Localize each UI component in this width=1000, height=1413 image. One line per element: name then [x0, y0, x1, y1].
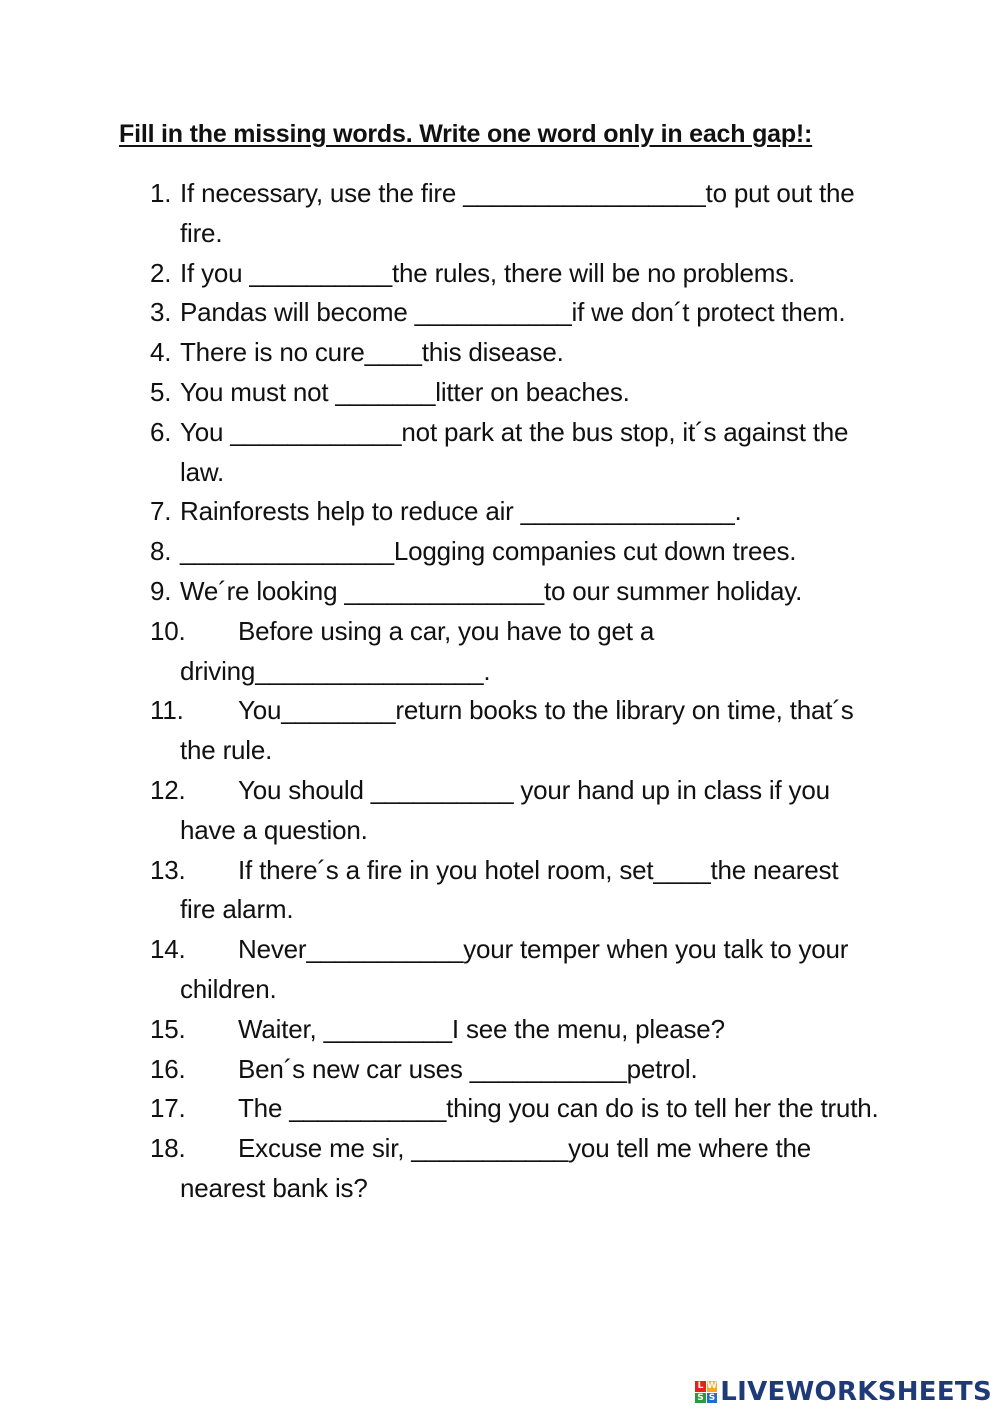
exercise-item	[0, 293, 1000, 333]
item-text: Before using a car, you have to get a driving________________.	[180, 615, 655, 686]
exercise-list	[0, 174, 1000, 1209]
exercise-item	[0, 333, 1000, 373]
item-number: 10.	[150, 615, 186, 646]
logo-tile: S	[707, 1393, 718, 1404]
item-text: You ____________not park at the bus stop, it´s against the law.	[180, 416, 849, 487]
exercise-item	[0, 1129, 1000, 1209]
item-number: 14.	[150, 934, 186, 965]
item-text: Pandas will become ___________if we don´t protect them.	[180, 297, 846, 328]
item-text: You must not _______litter on beaches.	[180, 376, 630, 407]
item-text: If necessary, use the fire _________________to put out the fire.	[180, 178, 855, 248]
item-number: 16.	[150, 1053, 186, 1084]
item-number: 11.	[150, 695, 184, 726]
exercise-item	[0, 174, 1000, 254]
item-text: Never___________your temper when you talk to your children.	[180, 934, 849, 1004]
exercise-item	[0, 771, 1000, 851]
logo-tile: S	[695, 1393, 706, 1404]
item-text: Waiter, _________I see the menu, please?	[238, 1013, 725, 1044]
item-number: 1.	[150, 178, 172, 208]
exercise-item	[0, 492, 1000, 532]
item-number: 15.	[150, 1013, 186, 1044]
brand-name: LIVEWORKSHEETS	[720, 1377, 992, 1407]
exercise-item	[0, 413, 1000, 493]
logo-tile: W	[707, 1381, 717, 1392]
item-text: There is no cure____this disease.	[180, 337, 564, 368]
item-number: 17.	[150, 1093, 186, 1124]
item-text: We´re looking ______________to our summer holiday.	[180, 575, 803, 606]
item-number: 4.	[150, 337, 172, 368]
item-number: 6.	[150, 416, 172, 447]
item-text: _______________Logging companies cut down trees.	[180, 536, 797, 567]
exercise-item	[0, 254, 1000, 294]
item-text: You should __________ your hand up in class if you have a question.	[180, 774, 830, 845]
exercise-item	[0, 532, 1000, 572]
exercise-item	[0, 612, 1000, 692]
exercise-item	[0, 1010, 1000, 1050]
logo-tile: L	[695, 1381, 706, 1392]
liveworksheets-logo	[695, 1377, 992, 1407]
worksheet-title: Fill in the missing words. Write one word only in each gap!:	[119, 120, 813, 148]
item-text: You________return books to the library on time, that´s the rule.	[180, 695, 854, 766]
exercise-item	[0, 691, 1000, 771]
exercise-item	[0, 930, 1000, 1010]
item-number: 13.	[150, 854, 186, 885]
item-text: The ___________thing you can do is to tell her the truth.	[238, 1093, 879, 1124]
exercise-item	[0, 572, 1000, 612]
item-number: 8.	[150, 536, 172, 567]
item-text: Excuse me sir, ___________you tell me where the nearest bank is?	[180, 1133, 812, 1203]
item-text: If you __________the rules, there will be no problems.	[180, 257, 796, 288]
liveworksheets-logo-icon	[695, 1381, 717, 1403]
exercise-item	[0, 1050, 1000, 1090]
item-number: 18.	[150, 1133, 186, 1164]
item-text: If there´s a fire in you hotel room, set____the nearest fire alarm.	[180, 854, 839, 925]
item-number: 3.	[150, 297, 172, 328]
item-number: 12.	[150, 774, 186, 805]
item-text: Rainforests help to reduce air _______________.	[180, 496, 742, 527]
exercise-item	[0, 373, 1000, 413]
item-number: 5.	[150, 376, 172, 407]
item-text: Ben´s new car uses ___________petrol.	[238, 1053, 698, 1084]
exercise-item	[0, 1089, 1000, 1129]
exercise-item	[0, 851, 1000, 931]
item-number: 7.	[150, 496, 172, 527]
item-number: 2.	[150, 257, 172, 288]
item-number: 9.	[150, 575, 172, 606]
